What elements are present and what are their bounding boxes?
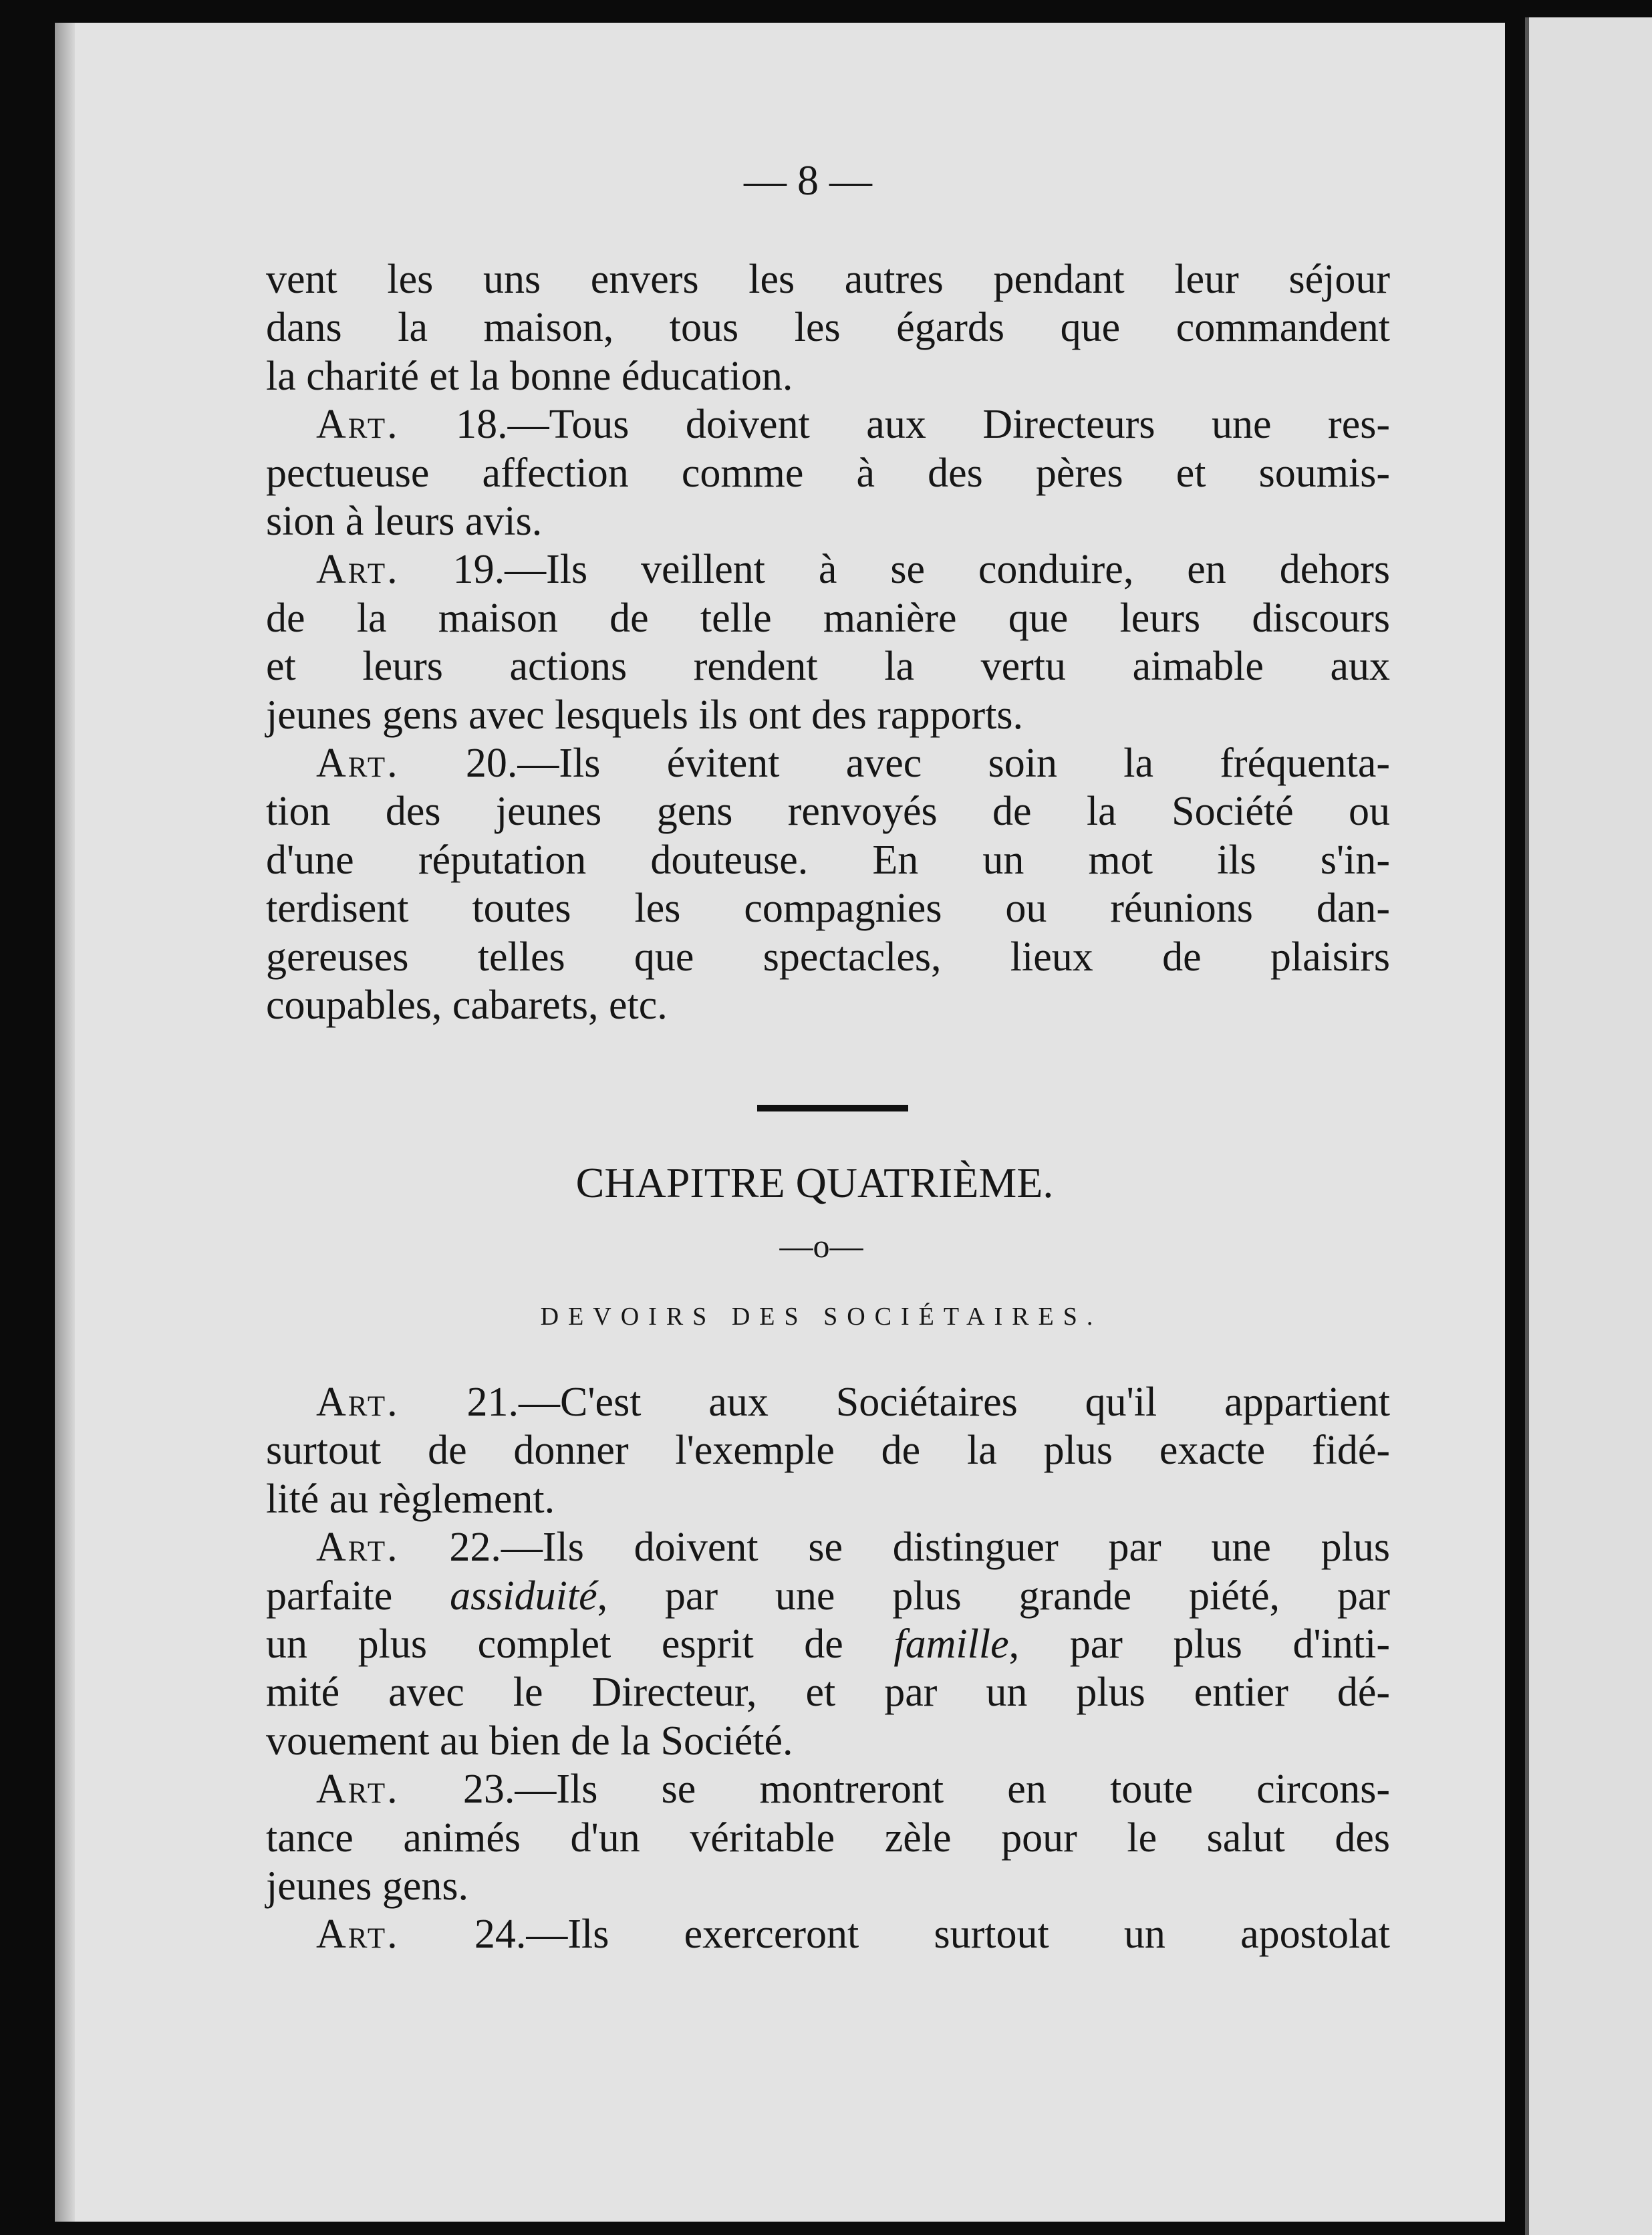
article-22-line-5: vouement au bien de la Société.	[266, 1718, 793, 1764]
text-line	[266, 933, 1390, 981]
text-run: tion des jeunes gens renvoyés de la Société ou	[266, 789, 1390, 835]
text-line	[266, 497, 1390, 545]
text-line	[266, 449, 1390, 497]
text-line	[266, 787, 1390, 835]
article-21-line-1	[266, 1378, 1390, 1426]
section-divider-rule	[757, 1105, 908, 1111]
text-run: , par plus d'inti-	[1008, 1621, 1390, 1668]
text-run: la charité et la bonne éducation.	[266, 353, 793, 399]
page-gutter-shadow	[55, 23, 75, 2222]
article-23-line-2: tance animés d'un véritable zèle pour le salut des	[266, 1815, 1390, 1861]
text-run: 24.—Ils exerceront surtout un apostolat	[399, 1912, 1390, 1958]
text-run: sion à leurs avis.	[266, 499, 543, 545]
chapter-title: CHAPITRE QUATRIÈME.	[575, 1159, 1054, 1206]
text-line	[266, 884, 1390, 932]
facing-page-edge	[1525, 17, 1652, 2235]
text-line	[266, 691, 1390, 739]
article-label: Art.	[316, 547, 400, 593]
text-run: terdisent toutes les compagnies ou réunions dan-	[266, 886, 1390, 932]
article-24-line-1	[266, 1910, 1390, 1958]
chapter-ornament: —o—	[779, 1227, 863, 1265]
text-line	[266, 255, 1390, 303]
text-run: vent les uns envers les autres pendant leur séjour	[266, 257, 1390, 302]
text-line	[266, 303, 1390, 352]
text-run: un plus complet esprit de	[266, 1621, 894, 1668]
article-22-line-3	[266, 1620, 1390, 1668]
text-run: gereuses telles que spectacles, lieux de plaisirs	[266, 934, 1390, 980]
text-run: pectueuse affection comme à des pères et soumis-	[266, 450, 1390, 496]
article-21-line-2: surtout de donner l'exemple de la plus exacte fidé-	[266, 1428, 1390, 1474]
text-run: 22.—Ils doivent se distinguer par une plus	[399, 1525, 1390, 1571]
article-21-line-3: lité au règlement.	[266, 1476, 555, 1522]
text-run: 23.—Ils se montreront en toute circons-	[399, 1766, 1390, 1813]
text-line	[266, 400, 1390, 448]
text-line	[266, 352, 1390, 400]
text-line	[266, 739, 1390, 787]
text-run: 18.—Tous doivent aux Directeurs une res-	[399, 402, 1390, 448]
text-run: jeunes gens avec lesquels ils ont des rapports.	[266, 692, 1023, 738]
text-run: de la maison de telle manière que leurs discours	[266, 595, 1390, 641]
article-label: Art.	[316, 1912, 400, 1958]
article-block-2	[266, 1378, 1390, 1959]
article-block-1	[266, 255, 1390, 1030]
text-run: d'une réputation douteuse. En un mot ils s'in-	[266, 837, 1390, 883]
italic-word: famille	[893, 1621, 1009, 1668]
text-run: dans la maison, tous les égards que commandent	[266, 305, 1390, 351]
article-22-line-4: mité avec le Directeur, et par un plus entier dé-	[266, 1670, 1390, 1716]
text-line	[266, 594, 1390, 642]
article-22-line-1	[266, 1523, 1390, 1571]
text-run: 19.—Ils veillent à se conduire, en dehors	[399, 547, 1390, 593]
text-run: 20.—Ils évitent avec soin la fréquenta-	[399, 741, 1390, 787]
text-line	[266, 545, 1390, 594]
text-line	[266, 642, 1390, 690]
text-run: coupables, cabarets, etc.	[266, 982, 668, 1029]
text-run: , par une plus grande piété, par	[597, 1573, 1390, 1619]
article-23-line-1	[266, 1765, 1390, 1813]
article-label: Art.	[316, 1379, 400, 1425]
text-line	[266, 836, 1390, 884]
page-number: — 8 —	[744, 156, 872, 204]
text-run: et leurs actions rendent la vertu aimable aux	[266, 644, 1390, 690]
article-label: Art.	[316, 1766, 400, 1813]
text-run: 21.—C'est aux Sociétaires qu'il appartient	[399, 1379, 1390, 1425]
text-line	[266, 981, 1390, 1029]
article-label: Art.	[316, 741, 400, 787]
article-label: Art.	[316, 402, 400, 448]
article-23-line-3: jeunes gens.	[266, 1863, 469, 1910]
article-22-line-2	[266, 1572, 1390, 1620]
section-subtitle: DEVOIRS DES SOCIÉTAIRES.	[540, 1303, 1103, 1331]
article-label: Art.	[316, 1525, 400, 1571]
text-run: parfaite	[266, 1573, 450, 1619]
italic-word: assiduité	[450, 1573, 597, 1619]
